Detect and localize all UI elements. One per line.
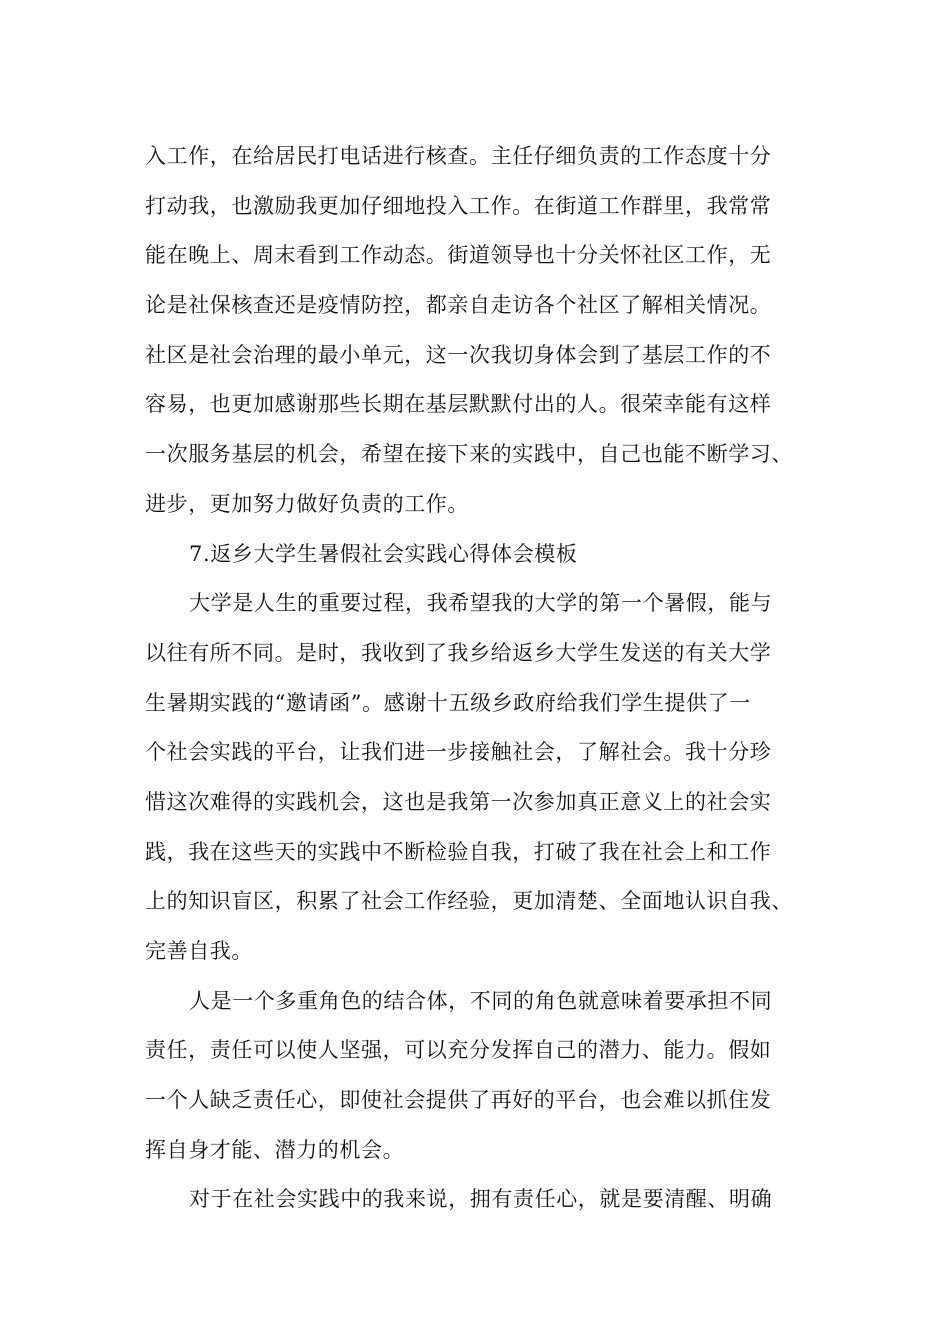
- text-line: 打动我，也激励我更加仔细地投入工作。在街道工作群里，我常常: [145, 193, 772, 218]
- text-line: 论是社保核查还是疫情防控，都亲自走访各个社区了解相关情况。: [145, 293, 772, 318]
- text-line: 完善自我。: [145, 939, 253, 963]
- text-line: 以往有所不同。是时，我收到了我乡给返乡大学生发送的有关大学: [145, 640, 772, 665]
- section-heading: 7.返乡大学生暑假社会实践心得体会模板: [189, 541, 578, 566]
- document-body: [145, 132, 825, 1225]
- text-line: 人是一个多重角色的结合体，不同的角色就意味着要承担不同: [189, 988, 773, 1013]
- text-line: 大学是人生的重要过程，我希望我的大学的第一个暑假，能与: [189, 591, 773, 616]
- text-line: 能在晚上、周末看到工作动态。街道领导也十分关怀社区工作，无: [145, 243, 772, 268]
- text-line: 践，我在这些天的实践中不断检验自我，打破了我在社会上和工作: [145, 839, 772, 864]
- text-line: 入工作，在给居民打电话进行核查。主任仔细负责的工作态度十分: [145, 144, 772, 168]
- text-line: 容易，也更加感谢那些长期在基层默默付出的人。很荣幸能有这样: [145, 392, 772, 417]
- text-line: 进步，更加努力做好负责的工作。: [145, 491, 469, 516]
- text-line: 社区是社会治理的最小单元，这一次我切身体会到了基层工作的不: [145, 342, 772, 367]
- text-line: 生暑期实践的“邀请函”。感谢十五级乡政府给我们学生提供了一: [145, 690, 751, 715]
- text-line: 责任，责任可以使人坚强，可以充分发挥自己的潜力、能力。假如: [145, 1038, 772, 1063]
- text-line: 惜这次难得的实践机会，这也是我第一次参加真正意义上的社会实: [145, 789, 772, 814]
- text-line: 对于在社会实践中的我来说，拥有责任心，就是要清醒、明确: [189, 1187, 773, 1212]
- text-line: 个社会实践的平台，让我们进一步接触社会，了解社会。我十分珍: [145, 740, 772, 765]
- text-line: 一次服务基层的机会，希望在接下来的实践中，自己也能不断学习、: [145, 442, 793, 467]
- text-line: 挥自身才能、潜力的机会。: [145, 1137, 405, 1162]
- text-line: 一个人缺乏责任心，即使社会提供了再好的平台，也会难以抓住发: [145, 1088, 772, 1113]
- text-line: 上的知识盲区，积累了社会工作经验，更加清楚、全面地认识自我、: [145, 889, 793, 914]
